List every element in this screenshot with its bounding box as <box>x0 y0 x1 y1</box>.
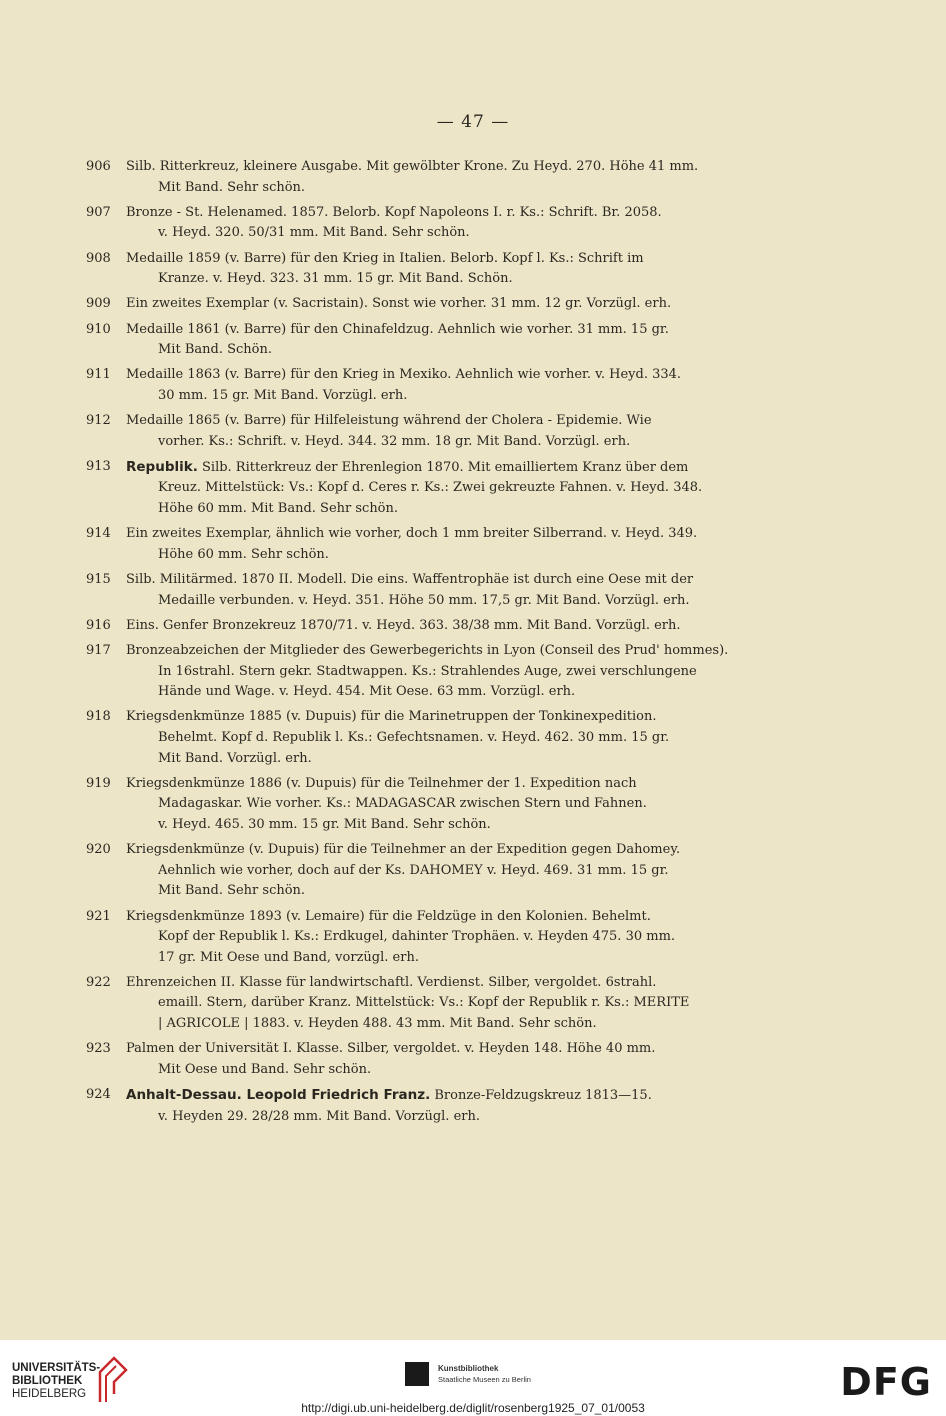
catalog-entry <box>86 840 750 902</box>
entry-number: 920 <box>86 842 111 858</box>
entry-continuation: vorher. Ks.: Schrift. v. Heyd. 344. 32 mm. 18 gr. Mit Band. Vorzügl. erh. <box>158 433 631 449</box>
entry-continuation: Kranze. v. Heyd. 323. 31 mm. 15 gr. Mit Band. Schön. <box>158 271 513 287</box>
permalink-url[interactable]: http://digi.ub.uni-heidelberg.de/diglit/rosenberg1925_07_01/0053 <box>301 1401 645 1415</box>
entry-text: Silb. Ritterkreuz der Ehrenlegion 1870. Mit emailliertem Kranz über dem <box>202 459 689 475</box>
entry-text: Kriegsdenkmünze 1885 (v. Dupuis) für die Marinetruppen der Tonkinexpedition. <box>126 709 657 725</box>
entry-text: Silb. Ritterkreuz, kleinere Ausgabe. Mit gewölbter Krone. Zu Heyd. 270. Höhe 41 mm. <box>126 159 699 174</box>
catalog-entry <box>86 1039 750 1080</box>
uni-line-1: UNIVERSITÄTS- <box>12 1362 101 1374</box>
uni-line-2: BIBLIOTHEK <box>12 1375 83 1387</box>
entry-continuation: Kopf der Republik l. Ks.: Erdkugel, dahinter Trophäen. v. Heyden 475. 30 mm. <box>158 929 676 945</box>
heidelberg-library-logo-text <box>12 1362 100 1401</box>
entry-continuation: Höhe 60 mm. Mit Band. Sehr schön. <box>158 501 399 517</box>
catalog-entry <box>86 1085 750 1127</box>
entry-continuation: In 16strahl. Stern gekr. Stadtwappen. Ks.: Strahlendes Auge, zwei verschlungene <box>158 663 697 679</box>
entry-continuation: Madagaskar. Wie vorher. Ks.: MADAGASCAR zwischen Stern und Fahnen. <box>158 796 647 812</box>
entry-number: 912 <box>86 413 111 429</box>
entry-continuation: emaill. Stern, darüber Kranz. Mittelstück: Vs.: Kopf der Republik r. Ks.: MERITE <box>158 995 690 1011</box>
footer-bar <box>0 1340 946 1416</box>
entry-text: Silb. Militärmed. 1870 II. Modell. Die eins. Waffentrophäe ist durch eine Oese mit der <box>126 572 694 588</box>
catalog-entry <box>86 570 750 611</box>
entry-text: Bronze - St. Helenamed. 1857. Belorb. Kopf Napoleons I. r. Ks.: Schrift. Br. 2058. <box>126 204 662 220</box>
entry-continuation: Mit Oese und Band. Sehr schön. <box>158 1061 372 1077</box>
catalog-entry <box>86 157 750 198</box>
entry-number: 915 <box>86 572 111 588</box>
entry-number: 921 <box>86 908 111 924</box>
kunstbibliothek-mark-icon <box>405 1362 429 1386</box>
entry-text: Bronzeabzeichen der Mitglieder des Gewerbegerichts in Lyon (Conseil des Prud' hommes). <box>126 643 729 658</box>
catalog-entry <box>86 457 750 520</box>
catalog-entry <box>86 365 750 406</box>
entry-continuation: Mit Band. Vorzügl. erh. <box>158 750 312 766</box>
catalog-entry <box>86 320 750 361</box>
entry-text: Medaille 1859 (v. Barre) für den Krieg in Italien. Belorb. Kopf l. Ks.: Schrift im <box>126 250 644 266</box>
entry-number: 918 <box>86 709 111 725</box>
entry-number: 907 <box>86 204 111 220</box>
entry-continuation: Medaille verbunden. v. Heyd. 351. Höhe 50 mm. 17,5 gr. Mit Band. Vorzügl. erh. <box>158 592 690 608</box>
entry-text: Medaille 1863 (v. Barre) für den Krieg in Mexiko. Aehnlich wie vorher. v. Heyd. 334. <box>126 367 682 383</box>
catalog-entry <box>86 294 750 315</box>
entry-heading: Republik. <box>126 458 198 475</box>
entry-number: 906 <box>86 159 111 174</box>
entry-number: 924 <box>86 1087 111 1103</box>
entry-number: 910 <box>86 321 111 337</box>
catalog-entry <box>86 641 750 703</box>
entry-continuation: Kreuz. Mittelstück: Vs.: Kopf d. Ceres r. Ks.: Zwei gekreuzte Fahnen. v. Heyd. 348. <box>158 480 703 496</box>
entry-continuation: 30 mm. 15 gr. Mit Band. Vorzügl. erh. <box>158 387 408 403</box>
entry-number: 919 <box>86 775 111 791</box>
catalog-entry <box>86 973 750 1035</box>
entry-text: Eins. Genfer Bronzekreuz 1870/71. v. Heyd. 363. 38/38 mm. Mit Band. Vorzügl. erh. <box>126 617 681 633</box>
entry-text: Kriegsdenkmünze 1893 (v. Lemaire) für die Feldzüge in den Kolonien. Behelmt. <box>126 908 651 924</box>
entry-text: Medaille 1861 (v. Barre) für den Chinafeldzug. Aehnlich wie vorher. 31 mm. 15 gr. <box>126 321 669 337</box>
entry-number: 908 <box>86 250 111 266</box>
entry-heading: Anhalt-Dessau. Leopold Friedrich Franz. <box>126 1087 431 1104</box>
entry-continuation: 17 gr. Mit Oese und Band, vorzügl. erh. <box>158 949 419 965</box>
entry-text: Kriegsdenkmünze 1886 (v. Dupuis) für die Teilnehmer der 1. Expedition nach <box>126 775 637 791</box>
entry-text: Ein zweites Exemplar (v. Sacristain). Sonst wie vorher. 31 mm. 12 gr. Vorzügl. erh. <box>126 296 672 312</box>
catalog-entry <box>86 616 750 637</box>
catalog-entry <box>86 411 750 452</box>
entry-number: 911 <box>86 367 111 383</box>
catalog-entry <box>86 524 750 565</box>
entry-number: 909 <box>86 296 111 312</box>
entry-number: 923 <box>86 1041 111 1057</box>
entry-text: Bronze-Feldzugskreuz 1813—15. <box>434 1088 652 1104</box>
entry-text: Ein zweites Exemplar, ähnlich wie vorher, doch 1 mm breiter Silberrand. v. Heyd. 349. <box>126 526 698 542</box>
entry-continuation: Mit Band. Schön. <box>158 342 272 358</box>
entry-number: 914 <box>86 526 111 542</box>
kb-title: Kunstbibliothek <box>438 1364 499 1373</box>
dfg-logo: DFG <box>840 1360 932 1404</box>
entry-continuation: | AGRICOLE | 1883. v. Heyden 488. 43 mm. Mit Band. Sehr schön. <box>158 1016 597 1032</box>
entry-continuation: v. Heyd. 320. 50/31 mm. Mit Band. Sehr schön. <box>158 225 470 241</box>
entry-continuation: v. Heyden 29. 28/28 mm. Mit Band. Vorzügl. erh. <box>158 1108 480 1124</box>
entry-number: 916 <box>86 617 111 633</box>
entry-number: 917 <box>86 643 111 658</box>
entry-text: Medaille 1865 (v. Barre) für Hilfeleistung während der Cholera - Epidemie. Wie <box>126 413 652 429</box>
heidelberg-library-logo-icon <box>96 1354 130 1404</box>
entry-continuation: Mit Band. Sehr schön. <box>158 883 306 899</box>
catalog-entry <box>86 249 750 290</box>
catalog-entry <box>86 774 750 836</box>
entry-continuation: Höhe 60 mm. Sehr schön. <box>158 546 329 562</box>
entry-number: 913 <box>86 458 111 474</box>
entry-continuation: Behelmt. Kopf d. Republik l. Ks.: Gefechtsnamen. v. Heyd. 462. 30 mm. 15 gr. <box>158 729 670 745</box>
entry-continuation: Mit Band. Sehr schön. <box>158 179 306 195</box>
entry-text: Ehrenzeichen II. Klasse für landwirtschaftl. Verdienst. Silber, vergoldet. 6strahl. <box>126 974 657 990</box>
page-number: — 47 — <box>436 112 510 132</box>
entry-continuation: Hände und Wage. v. Heyd. 454. Mit Oese. 63 mm. Vorzügl. erh. <box>158 684 576 700</box>
entry-continuation: Aehnlich wie vorher, doch auf der Ks. DAHOMEY v. Heyd. 469. 31 mm. 15 gr. <box>158 862 669 878</box>
entry-continuation: v. Heyd. 465. 30 mm. 15 gr. Mit Band. Sehr schön. <box>158 816 491 832</box>
uni-line-3: HEIDELBERG <box>12 1388 87 1400</box>
catalog-entries <box>86 157 750 1132</box>
kb-subtitle: Staatliche Museen zu Berlin <box>438 1375 531 1384</box>
entry-text: Palmen der Universität I. Klasse. Silber, vergoldet. v. Heyden 148. Höhe 40 mm. <box>126 1041 656 1057</box>
entry-number: 922 <box>86 974 111 990</box>
catalog-entry <box>86 707 750 769</box>
catalog-entry <box>86 203 750 244</box>
entry-text: Kriegsdenkmünze (v. Dupuis) für die Teilnehmer an der Expedition gegen Dahomey. <box>126 842 681 858</box>
catalog-entry <box>86 907 750 969</box>
